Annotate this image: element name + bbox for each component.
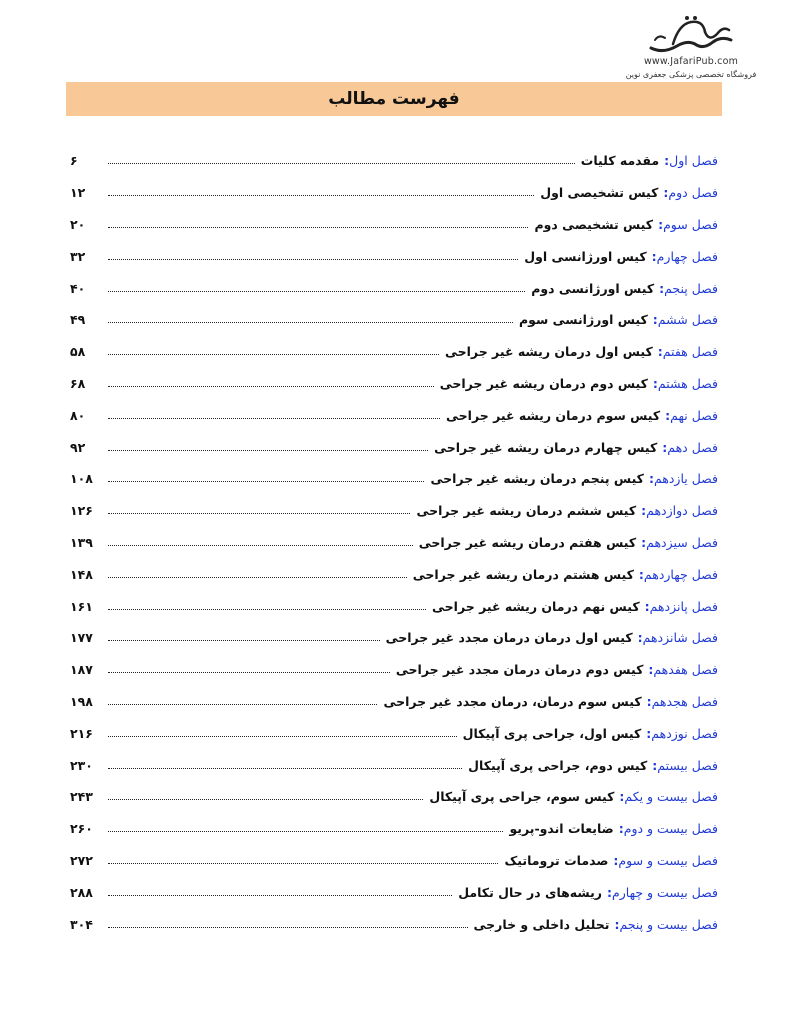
toc-entry[interactable] xyxy=(70,368,718,400)
colon-separator: : xyxy=(614,916,620,932)
chapter-label: فصل پنجم xyxy=(664,280,718,296)
page-number: ۲۰ xyxy=(70,216,86,232)
toc-entry[interactable] xyxy=(70,240,718,272)
toc-entry[interactable] xyxy=(70,209,718,241)
toc-entry[interactable] xyxy=(70,431,718,463)
chapter-topic: کیس اول درمان درمان مجدد غیر جراحی xyxy=(385,630,633,646)
calligraphy-logo-icon xyxy=(643,14,739,58)
dot-leader xyxy=(108,163,575,164)
chapter-topic: کیس اول درمان ریشه غیر جراحی xyxy=(444,344,653,360)
dot-leader xyxy=(108,195,534,196)
colon-separator: : xyxy=(648,471,654,487)
colon-separator: : xyxy=(659,280,665,296)
chapter-topic: کیس تشخیصی اول xyxy=(540,185,659,201)
dot-leader xyxy=(108,768,462,769)
page-number: ۴۰ xyxy=(70,280,86,296)
chapter-topic: کیس اورژانسی اول xyxy=(524,248,647,264)
colon-separator: : xyxy=(646,693,652,709)
page-number: ۸۰ xyxy=(70,407,86,423)
colon-separator: : xyxy=(663,185,669,201)
dot-leader xyxy=(108,704,377,705)
dot-leader xyxy=(108,291,525,292)
toc-entry[interactable] xyxy=(70,558,718,590)
chapter-topic: کیس سوم درمان، درمان مجدد غیر جراحی xyxy=(383,693,642,709)
page-number: ۱۶۱ xyxy=(70,598,93,614)
table-of-contents xyxy=(70,145,718,940)
chapter-label: فصل سوم xyxy=(663,216,718,232)
dot-leader xyxy=(108,354,439,355)
colon-separator: : xyxy=(652,312,658,328)
chapter-topic: ریشه‌های در حال تکامل xyxy=(458,884,602,900)
page-number: ۱۷۷ xyxy=(70,630,93,646)
toc-entry[interactable] xyxy=(70,527,718,559)
colon-separator: : xyxy=(665,407,671,423)
dot-leader xyxy=(108,609,426,610)
page-number: ۲۴۳ xyxy=(70,789,93,805)
toc-entry[interactable] xyxy=(70,908,718,940)
colon-separator: : xyxy=(658,216,664,232)
colon-separator: : xyxy=(657,344,663,360)
dot-leader xyxy=(108,545,413,546)
chapter-label: فصل بیست و یکم xyxy=(624,789,718,805)
toc-entry[interactable] xyxy=(70,813,718,845)
page-number: ۵۸ xyxy=(70,344,86,360)
toc-entry[interactable] xyxy=(70,654,718,686)
toc-entry[interactable] xyxy=(70,590,718,622)
chapter-label: فصل سیزدهم xyxy=(646,534,718,550)
page-number: ۱۳۹ xyxy=(70,534,93,550)
colon-separator: : xyxy=(641,534,647,550)
chapter-label: فصل چهارم xyxy=(656,248,718,264)
chapter-topic: کیس اول، جراحی پری آپیکال xyxy=(462,725,642,741)
dot-leader xyxy=(108,895,452,896)
page-number: ۳۲ xyxy=(70,248,86,264)
dot-leader xyxy=(108,863,498,864)
chapter-topic: کیس تشخیصی دوم xyxy=(534,216,654,232)
dot-leader xyxy=(108,672,390,673)
page-number: ۶ xyxy=(70,153,78,169)
page-number: ۲۷۲ xyxy=(70,852,93,868)
colon-separator: : xyxy=(638,566,644,582)
dot-leader xyxy=(108,322,513,323)
page-number: ۶۸ xyxy=(70,375,86,391)
toc-entry[interactable] xyxy=(70,304,718,336)
chapter-topic: مقدمه کلیات xyxy=(580,153,660,169)
chapter-label: فصل نهم xyxy=(670,407,718,423)
toc-entry[interactable] xyxy=(70,495,718,527)
dot-leader xyxy=(108,927,468,928)
dot-leader xyxy=(108,736,457,737)
chapter-label: فصل بیستم xyxy=(657,757,718,773)
chapter-topic: کیس هشتم درمان ریشه غیر جراحی xyxy=(412,566,634,582)
toc-entry[interactable] xyxy=(70,399,718,431)
chapter-label: فصل یازدهم xyxy=(653,471,718,487)
dot-leader xyxy=(108,450,428,451)
dot-leader xyxy=(108,577,407,578)
colon-separator: : xyxy=(662,439,668,455)
chapter-topic: کیس دوم، جراحی پری آپیکال xyxy=(468,757,648,773)
dot-leader xyxy=(108,259,518,260)
chapter-label: فصل بیست و دوم xyxy=(623,821,718,837)
toc-entry[interactable] xyxy=(70,336,718,368)
toc-entry[interactable] xyxy=(70,145,718,177)
chapter-label: فصل اول xyxy=(669,153,718,169)
colon-separator: : xyxy=(646,725,652,741)
chapter-label: فصل پانزدهم xyxy=(649,598,718,614)
toc-entry[interactable] xyxy=(70,463,718,495)
chapter-label: فصل ششم xyxy=(657,312,718,328)
toc-entry[interactable] xyxy=(70,845,718,877)
page-number: ۲۳۰ xyxy=(70,757,93,773)
chapter-label: فصل هجدهم xyxy=(651,693,718,709)
logo-url: www.JafariPub.com xyxy=(643,56,739,67)
toc-entry[interactable] xyxy=(70,177,718,209)
colon-separator: : xyxy=(637,630,643,646)
chapter-label: فصل دوازدهم xyxy=(646,503,718,519)
colon-separator: : xyxy=(619,789,625,805)
chapter-label: فصل بیست و چهارم xyxy=(612,884,718,900)
page-number: ۱۸۷ xyxy=(70,662,93,678)
page-number: ۱۲۶ xyxy=(70,503,93,519)
chapter-topic: کیس دوم درمان ریشه غیر جراحی xyxy=(439,375,648,391)
chapter-label: فصل نوزدهم xyxy=(651,725,718,741)
chapter-topic: کیس اورژانسی سوم xyxy=(518,312,648,328)
chapter-topic: ضایعات اندو-پریو xyxy=(509,821,614,837)
page-number: ۹۲ xyxy=(70,439,86,455)
chapter-topic: کیس سوم درمان ریشه غیر جراحی xyxy=(446,407,661,423)
toc-entry[interactable] xyxy=(70,717,718,749)
chapter-label: فصل هفتم xyxy=(662,344,718,360)
dot-leader xyxy=(108,418,440,419)
page-number: ۱۰۸ xyxy=(70,471,93,487)
dot-leader xyxy=(108,227,528,228)
chapter-label: فصل هشتم xyxy=(657,375,718,391)
page-number: ۱۴۸ xyxy=(70,566,93,582)
chapter-topic: کیس سوم، جراحی پری آپیکال xyxy=(429,789,615,805)
chapter-topic: کیس هفتم درمان ریشه غیر جراحی xyxy=(418,534,637,550)
page-number: ۲۸۸ xyxy=(70,884,93,900)
colon-separator: : xyxy=(641,503,647,519)
page-number: ۱۹۸ xyxy=(70,693,93,709)
dot-leader xyxy=(108,640,380,641)
dot-leader xyxy=(108,513,410,514)
toc-entry[interactable] xyxy=(70,749,718,781)
chapter-label: فصل دهم xyxy=(667,439,718,455)
logo-tagline: فروشگاه تخصصی پزشکی جعفری نوین xyxy=(625,70,757,79)
colon-separator: : xyxy=(651,248,657,264)
colon-separator: : xyxy=(648,662,654,678)
chapter-topic: صدمات تروماتیک xyxy=(504,852,609,868)
dot-leader xyxy=(108,799,423,800)
chapter-label: فصل چهاردهم xyxy=(643,566,718,582)
chapter-label: فصل دوم xyxy=(668,185,718,201)
chapter-label: فصل هفدهم xyxy=(653,662,718,678)
colon-separator: : xyxy=(607,884,612,900)
colon-separator: : xyxy=(652,375,658,391)
dot-leader xyxy=(108,386,434,387)
chapter-topic: کیس پنجم درمان ریشه غیر جراحی xyxy=(430,471,644,487)
chapter-topic: کیس اورژانسی دوم xyxy=(531,280,655,296)
colon-separator: : xyxy=(618,821,624,837)
toc-entry[interactable] xyxy=(70,876,718,908)
dot-leader xyxy=(108,481,424,482)
chapter-topic: کیس چهارم درمان ریشه غیر جراحی xyxy=(434,439,658,455)
chapter-topic: کیس نهم درمان ریشه غیر جراحی xyxy=(432,598,640,614)
page-number: ۱۲ xyxy=(70,185,86,201)
chapter-label: فصل شانزدهم xyxy=(642,630,718,646)
page-number: ۴۹ xyxy=(70,312,86,328)
page-number: ۲۶۰ xyxy=(70,821,93,837)
chapter-label: فصل بیست و سوم xyxy=(618,852,718,868)
chapter-label: فصل بیست و پنجم xyxy=(619,916,718,932)
toc-entry[interactable] xyxy=(70,622,718,654)
dot-leader xyxy=(108,831,503,832)
page-title: فهرست مطالب xyxy=(328,89,460,109)
page-number: ۲۱۶ xyxy=(70,725,93,741)
chapter-topic: کیس ششم درمان ریشه غیر جراحی xyxy=(416,503,637,519)
chapter-topic: تحلیل داخلی و خارجی xyxy=(473,916,610,932)
colon-separator: : xyxy=(613,852,619,868)
colon-separator: : xyxy=(664,153,670,169)
toc-entry[interactable] xyxy=(70,272,718,304)
title-bar xyxy=(66,82,722,116)
colon-separator: : xyxy=(644,598,650,614)
page-number: ۳۰۴ xyxy=(70,916,93,932)
chapter-topic: کیس دوم درمان درمان مجدد غیر جراحی xyxy=(395,662,644,678)
colon-separator: : xyxy=(652,757,658,773)
toc-entry[interactable] xyxy=(70,686,718,718)
toc-entry[interactable] xyxy=(70,781,718,813)
